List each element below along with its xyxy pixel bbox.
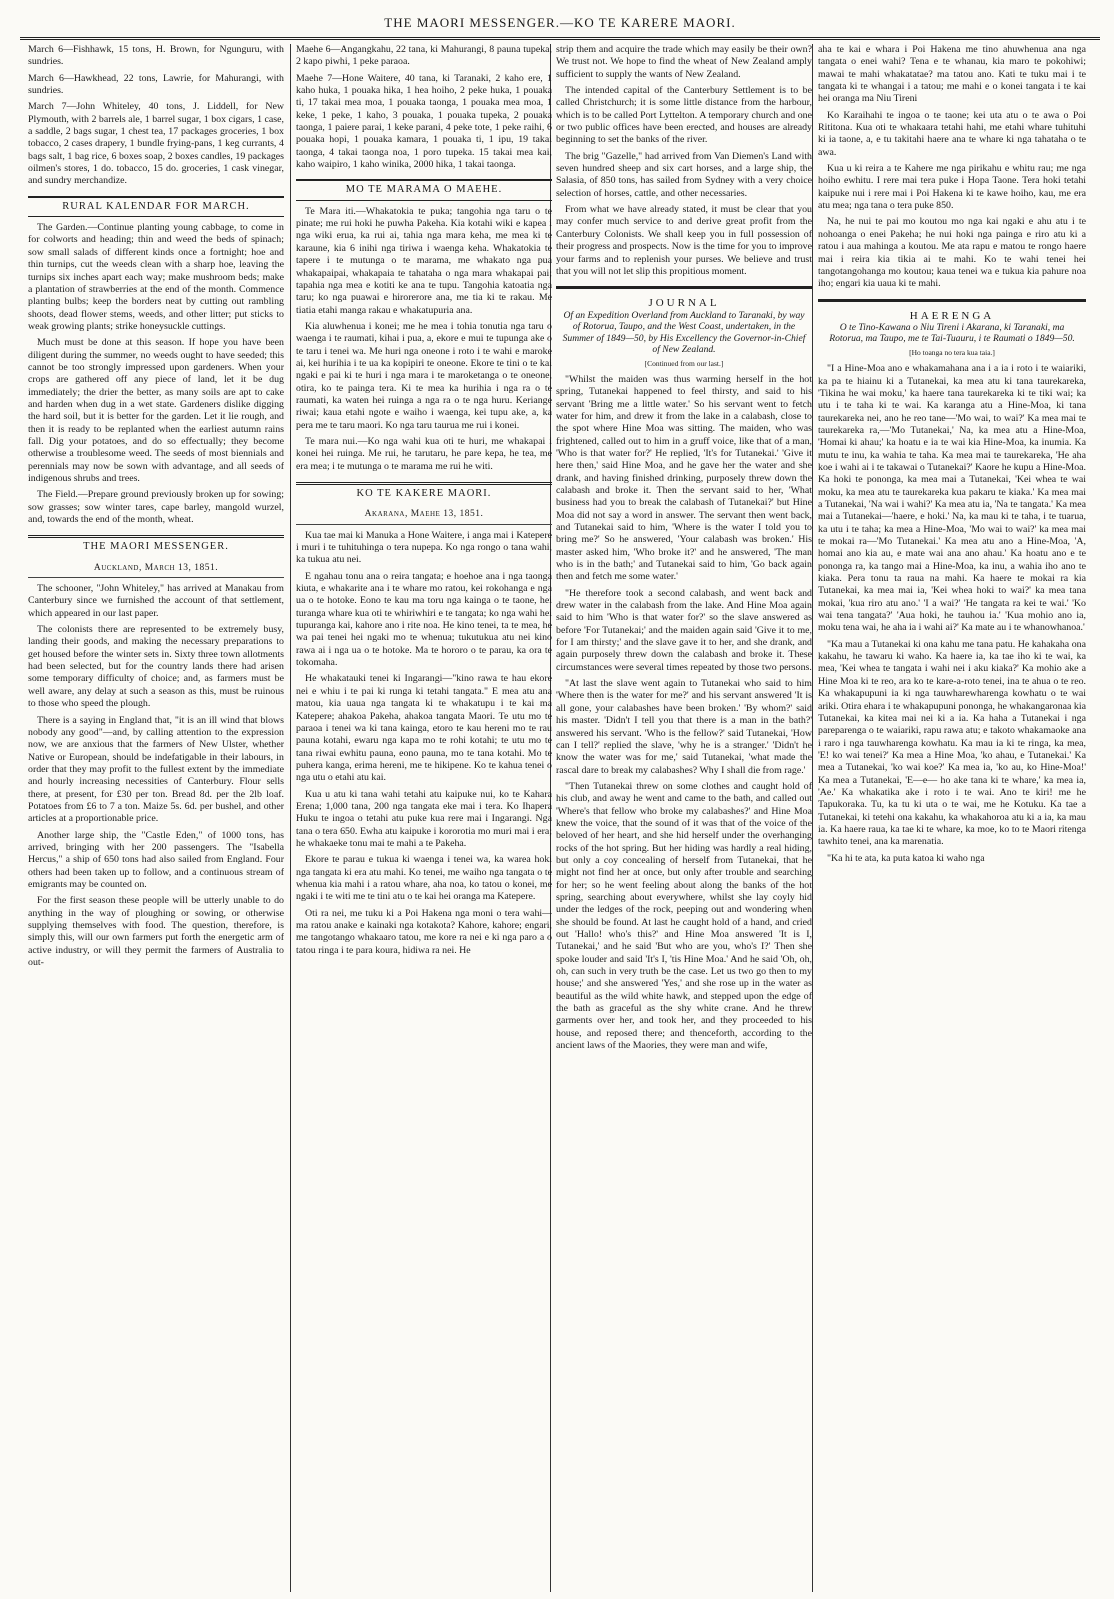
section-heading: RURAL KALENDAR FOR MARCH. — [28, 196, 284, 217]
paragraph: The Field.—Prepare ground previously broken up for sowing; sow grasses; sow winter tares, cape barley, mangold wurzel, and, towards the end of the month, wheat. — [28, 489, 284, 526]
section-divider — [818, 299, 1086, 302]
column-3 — [556, 44, 812, 1592]
column-rule — [812, 44, 813, 1592]
paragraph: Much must be done at this season. If hope you have been diligent during the summer, no weeds ought to have seeded; this cannot be too strongly impressed upon gardeners. When your crops are gathered off any piece of land, let it be dug immediately; the drier the better, as many soils are apt to cake and harden when dug in a wet state. Gardeners dislike digging the hard soil, but it is better for the garden. Let it lie rough, and then it is ready to be replanted when the earliest autumn rains fall. Dig your potatoes, and do so effectually; they become otherwise a troublesome weed. The seeds of most biennials and perennials may now be sown with advantage, and all seeds of indigenous shrubs and trees. — [28, 337, 284, 484]
paragraph: Kia aluwhenua i konei; me he mea i tohia tonutia nga taru o waenga i te raumati, kihai i pua, a, ekore e mui te tupunga ake o te taru i tenei wa. Me huri nga oneone i roto i te wahi e maroke ai, kei hurihia i te ua ka kopipiri te oneone. Ekore te tini o te kai ngaki e pai ki te huri i nga mara i te maroketanga o te oneone, otira, ko te painga tera. Ki te mea ka hurihia i nga ra o te raumati, ka waten hei ruinga a nga ra o te nga huru. Keriange riwai; kaua etahi ngote e waiho i waenga, kei tupu ake, a, ka pera me te taru maori. Ko nga taru taurua me rui i konei. — [296, 320, 552, 431]
paragraph: aha te kai e whara i Poi Hakena me tino ahuwhenua ana nga tangata o enei wahi? Tena e te whanau, kia maro te pokohiwi; mawai te mahi whakatatae? ma tatou ano. Kati te tuku mai i te tangata ki te whangai i a tatou; me mahi e o konei tangata i te kai hei oranga ma Niu Tireni — [818, 44, 1086, 105]
paragraph: The brig "Gazelle," had arrived from Van Diemen's Land with seven hundred sheep and six cart horses, and a large ship, the Salasia, of 850 tons, has sailed from Sydney with a very choice selection of horses, cattle, and other necessaries. — [556, 150, 812, 199]
paragraph: "Whilst the maiden was thus warming herself in the hot spring, Tutanekai happened to feel thirsty, and said to his servant 'Bring me a little water.' So his servant went to fetch water for him, and drew it from the lake in a calabash, close to the spot where Hine Moa was sitting. The maiden, who was frightened, called out to him in a gruff voice, like that of a man, 'Who is that water for?' He replied, 'It's for Tutanekai.' 'Give it here then,' said Hine Moa, and he gave her the water and she drank, and having finished drinking, purposely threw down the calabash and broke it. Then the servant said to her, 'What business had you to break the calabash of Tutanekai?' but Hine Moa did not say a word in answer. The servant then went back, and Tutanekai said to him, 'Where is the water I told you to bring me?' So he answered, 'Your calabash was broken.' His master asked him, 'Who broke it?' and he answered, 'The man who is in the bath;' and Tutanekai said to him, 'Go back again then and fetch me some water.' — [556, 373, 812, 583]
section-divider — [556, 286, 812, 289]
column-2 — [296, 44, 552, 1592]
paragraph: "Ka hi te ata, ka puta katoa ki waho nga — [827, 852, 985, 864]
masthead-title: THE MAORI MESSENGER.—KO TE KARERE MAORI. — [384, 15, 736, 30]
paragraph: "He therefore took a second calabash, and went back and drew water in the calabash from the lake. And Hine Moa again said to him 'Who is that water for?' so the slave answered as before 'For Tutanekai;' and the maiden again said 'Give it to me, for I am thirsty;' and the slave gave it to her, and she drank, and again purposely threw down the calabash and broke it. These circumstances were several times repeated by those two persons. — [556, 587, 812, 673]
paragraph: From what we have already stated, it must be clear that you may confer much service to and derive great profit from the Canterbury Colonists. We shall keep you in full possession of their progress and prospects. Now is the time for you to improve your farms and to replenish your purses. We believe and trust that you will not let slip this propitious moment. — [556, 204, 812, 277]
journal-heading: JOURNAL — [648, 297, 720, 310]
paragraph: Oti ra nei, me tuku ki a Poi Hakena nga moni o tera wahi—ma ratou anake e kainaki nga kotakota? Kahore, kahore; engari, me tangotango whakaaro tatou, me kore ra nei e ki nga paro a o tatou ringa i te para koura, hidiwa ra nei. He — [296, 907, 552, 956]
paragraph: Na, he nui te pai mo koutou mo nga kai ngaki e ahu atu i te nohoanga o enei Pakeha; he nui hoki nga painga e riro atu ki a ratou i aua mahinga a koutou. Me ata rapu e matou te rongo haere mai i reira kia tikia ai te mahi. Ko te wahi tenei hei tangotangohanga mo koutou; kaua tenei wa e tukua kia pahure noa iho; engari kia uaua ki te mahi. — [818, 216, 1086, 290]
paragraph: Ko Karaihahi te ingoa o te taone; kei uta atu o te awa o Poi Rititona. Kua oti te whakaara tetahi hahi, me etahi whare tuhituhi ki ia taone, a, e tu takitahi haere ana te whare ki nga tahataha o te awa. — [818, 109, 1086, 158]
column-4 — [818, 44, 1086, 1592]
dateline: Auckland, March 13, 1851. — [28, 562, 284, 578]
paragraph: Te Mara iti.—Whakatokia te puka; tangohia nga taru o te pinate; me rui hoki he puwha Pakeha. Kia kotahi wiki e kapea i nga wiki erua, ka rui ai, tahia nga mara keha, me mea ki te karaune, kia 6 inihi nga tiriwa i waenga keha. Whakatokia te tapere i te mutunga o te marama, me whakato nga pua whakapaipai, whakapaia te tahataha o nga mara whakapai pai; tapahia nga mea e kotiti ke ana te tupu. Tangohia katoatia nga taru; ko nga puawai e hirorerore ana, me tia ki te rakau. Me tiatia etahi manga rakau e whakatupuria ana. — [296, 205, 552, 316]
paragraph: The colonists there are represented to be extremely busy, landing their goods, and making the necessary preparations to get housed before the winter sets in. Sixty three town allotments had been selected, but for the country lands there had arisen some temporary difficulty of choice; and, as farmers must be well aware, any delay at such a season as this, must be ruinous to those who speed the plough. — [28, 624, 284, 710]
paragraph: Te mara nui.—Ko nga wahi kua oti te huri, me whakapai i konei hei ruinga. Me rui, he tarutaru, he pare kepa, he tea, me era mea; i te mutunga o te marama me rui he witi. — [296, 435, 552, 472]
paragraph: Ekore te parau e tukua ki waenga i tenei wa, ka warea hoki nga tangata ki era atu mahi. Ko tenei, me waiho nga tangata o te whenua kia mahi i a ratou whare, aha noa, ko tatou o konei, me ngaki i te witi me te tini atu o te kai hei oranga ma Katepere. — [296, 854, 552, 903]
shipping-entry: Maehe 6—Angangkahu, 22 tana, ki Mahurangi, 8 pauna tupeka, 2 kapo piwhi, 1 peke paraoa. — [296, 44, 552, 68]
paragraph: strip them and acquire the trade which may easily be their own? We trust not. We hope to find the wheat of New Zealand amply sufficient to supply the wants of New Zealand. — [556, 44, 812, 80]
paragraph: Kua tae mai ki Manuka a Hone Waitere, i anga mai i Katepere i muri i te tuhituhinga o tera nupepa. Ko nga rongo o tana wahi, ka tukua atu nei. — [296, 529, 552, 566]
paragraph: He whakatauki tenei ki Ingarangi—"kino rawa te hau ekore nei e whiu i te pai ki runga ki tetahi tangata." E mea atu ana matou, kia uaua nga tangata ki te whakatupu i te kai ma Katepere; ahakoa Pakeha, ahakoa tangata Maori. Te utu mo te paraoa i tenei wa ki tana kainga, etoro te kau hereni mo te rau pauna kotahi, ewaru nga kapa mo te rohi kotahi; te utu mo te tana riwai ewhitu pauna, eono pauna, mo te tana kotahi. Mo te puhera kanga, erima hereni, me te hikipene. Ko te kahua tenei o nga utu o etahi atu kai. — [296, 673, 552, 784]
section-heading: KO TE KAKERE MAORI. — [296, 482, 552, 503]
paragraph: The intended capital of the Canterbury Settlement is to be called Christchurch; it is some little distance from the harbour, which is to be called Port Lyttelton. A temporary church and one or two public offices have been erected, and houses are already beginning to set the banks of the river. — [556, 85, 812, 146]
paragraph: For the first season these people will be utterly unable to do anything in the way of ploughing or sowing, or otherwise supplying themselves with food. The question, therefore, is simply this, will our own farmers put forth the energetic arm of active industry, or will they permit the farmers of Australia to out- — [28, 895, 284, 969]
paragraph: "Ka mau a Tutanekai ki ona kahu me tana patu. He kahakaha ona kakahu, he tawaru ki waho. Ka haere ia, ka tae iho ki te wai, ka mea, 'Kei whea te tangata i wahi nei i aku kiaka?' Ka mohio ake a Hine Moa ki te reo, ara ko te kare-a-roto tenei, ina te ahua o te reo. Ka whakapupuni ia ki nga tauwharewharenga kowhatu o te wai ariki. Otira ehara i te whakapupuni pononga, he whakangaronaa kia Tutanekai, ka kitea mai nei ki a ia. Ka haha a Tutanekai i nga pareparenga o te waiariki, rapu rawa atu; e takoto whakamaoke ana i raro i nga tauwharenga kowhatu. Ka mau ia ki te ringa, ka mea, 'E! ko wai tenei?' Ka mea a Hine Moa, 'ko ahau, e Tutanekai.' Ka mea a Tutanekai, 'ko wai koe?' Ka mea ia, 'ko au, ko Hine-Moa!' Ka mea a Tutanekai, 'E—e— ho ake tana ki te whare,' ka mea ia, 'Ae.' Ka whakatika ake i roto i te wai. Ano te kiri! me he Tapukoraka. Tu, ka tu ki uta o te wai, me he Kotuku. Ka tae a Tutanekai, ki tetehi ona kakahu, ka whakahoroa atu ki a ia, ka mau ia. Ka haere raua, ka tae ki te whare, ka moe, ko to te Maori ritenga tawhito tenei, ana ka marenatia. — [818, 638, 1086, 848]
haerenga-heading: HAERENGA — [909, 309, 995, 322]
section-heading: MO TE MARAMA O MAEHE. — [296, 179, 552, 200]
haerenga-caption: O te Tino-Kawana o Niu Tireni i Akarana, ki Taranaki, ma Rotorua, ma Taupo, me te Tai-Tuauru, i te Raumati o 1849—50. — [829, 321, 1075, 345]
shipping-entry: March 6—Fishhawk, 15 tons, H. Brown, for Ngunguru, with sundries. — [28, 44, 284, 68]
continued-note: [Ho toanga no tera kua taia.] — [909, 347, 995, 357]
paragraph: Kua u ki reira a te Kahere me nga pirikahu e whitu rau; me nga hoiho ewhitu. I rere mai tera puke i Hopa Taone. Tera hoki tetahi kaipuke nui i rere mai i Poi Hakena ki te kawe hoiho, kau, me era atu mea; nga tana o tera puke 850. — [818, 163, 1086, 212]
section-heading: THE MAORI MESSENGER. — [28, 535, 284, 556]
paragraph: "Then Tutanekai threw on some clothes and caught hold of his club, and away he went and came to the bath, and called out 'Where's that fellow who broke my calabashes?' and Hine Moa knew the voice, that the sound of it was that of the voice of the beloved of her heart, and she hid herself under the overhanging rocks of the hot spring. But her hiding was hardly a real hiding, but only a coy concealing of herself from Tutanekai, that he might not find her at once, but only after trouble and searching for her; so he went feeling about along the banks of the hot spring, searching about everywhere, whilst she lay coyly hid under the ledges of the rock, peeping out and wondering when she should be found. At last he caught hold of a hand, and cried out 'Hallo! who's this?' and Hine Moa answered 'It is I, Tutanekai,' and he said 'But who are you, who's I?' Then she spoke louder and said 'It's I, 'tis Hine Moa.' And he said 'Oh, oh, oh, can such in very truth be the case. Let us two go then to my house;' and she answered 'Yes,' and she rose up in the water as beautiful as the wild white hawk, and stepped upon the edge of the bath as graceful as the shy white crane. And he threw garments over her, and took her, and they proceeded to his house, and reposed there; and thenceforth, according to the ancient laws of the Maories, they were man and wife, — [556, 780, 812, 1052]
paragraph: "At last the slave went again to Tutanekai who said to him 'Where then is the water for me?' and his servant answered 'It is all gone, your calabashes have been broken.' 'By whom?' said his master. 'Didn't I tell you that there is a man in the bath?' answered his servant. 'Who is the fellow?' said Tutanekai, 'How can I tell?' replied the slave, 'why he is a stranger.' 'Didn't he know the water was for me,' said Tutanekai, 'what made the rascal dare to break my calabashes? Why I shall die from rage.' — [556, 678, 812, 776]
paragraph: Another large ship, the "Castle Eden," of 1000 tons, has arrived, bringing with her 200 passengers. The "Isabella Hercus," a ship of 650 tons had also sailed from England. Four others had been taken up to follow, and a continuous stream of emigrants may be counted on. — [28, 829, 284, 890]
paragraph: The Garden.—Continue planting young cabbage, to come in for colworts and heading; thin and weed the beds of spinach; sow small salads of different kinds once a fortnight; hoe and thin turnips, cut the weeds clean with a sharp hoe, leaving the turnips six inches apart each way; make mushroom beds; make a plantation of strawberries at the end of the month. Commence planting bulbs; keep the borders neat by cutting out rambling shoots, dead flower stems, weeds, and other litter; put sticks to weak growing plants; strike honeysuckle cuttings. — [28, 222, 284, 332]
journal-caption: Of an Expedition Overland from Auckland to Taranaki, by way of Rotorua, Taupo, and the West Coast, undertaken, in the Summer of 1849—50, by His Excellency the Governor-in-Chief of New Zealand. — [562, 309, 806, 356]
shipping-entry: Maehe 7—Hone Waitere, 40 tana, ki Taranaki, 2 kaho ere, 1 kaho huka, 1 pouaka hika, 1 hea hoiho, 2 peke huka, 1 pouaka ti, 17 takai mea moa, 1 pouaka taonga, 1 pouaka mea moa, 1 keke, 1 peke, 1 kaho, 3 pouaka, 1 pouaka tupeka, 2 pouaka taonga, 1 paiere parai, 1 keke parani, 4 peke tote, 1 peke raihi, 6 pouaka hopi, 1 pouaka kamara, 1 pouaka ti, 1 ipu, 19 takai taonga, 4 takai taonga noa, 1 poro tupeka. 15 takai mea kai, kaho waipiro, 1 kaho winika, 2000 hika, 1 takai taonga. — [296, 72, 552, 171]
paragraph: The schooner, "John Whiteley," has arrived at Manakau from Canterbury since we furnished the account of that settlement, which appeared in our last paper. — [28, 583, 284, 619]
shipping-entry: March 6—Hawkhead, 22 tons, Lawrie, for Mahurangi, with sundries. — [28, 72, 284, 97]
paragraph: E ngahau tonu ana o reira tangata; e hoehoe ana i nga taonga kiuta, e whakarite ana i te whare mo ratou, kei rokohanga e nga ua o te hotoke. Eono te kau ma toru nga kainga o te taone, hei turanga whare kua oti te whiriwhiri e te tangata; ko nga wahi hei tupuranga kai, kahore ano i rite noa. He kino tenei, ta te mea, he wa pai tenei hei ngaki mo te whenua; tukutukua atu nei kino rawa ai i nga ua o te hotoke. Ma te hororo o te parau, ka ora te tokomaha. — [296, 570, 552, 669]
shipping-entry: March 7—John Whiteley, 40 tons, J. Liddell, for New Plymouth, with 2 barrels ale, 1 barrel sugar, 1 box cigars, 1 case, a saddle, 2 bags sugar, 1 chest tea, 17 packages groceries, 1 box tobacco, 2 cases drapery, 1 bundle frying-pans, 1 keg currants, 4 bags salt, 1 bag rice, 6 boxes soap, 2 boxes candles, 19 packages oilmen's stores, 1 do. tobacco, 15 do. groceries, 1 cask vinegar, and sundry merchandize. — [28, 101, 284, 187]
paragraph: "I a Hine-Moa ano e whakamahana ana i a ia i roto i te waiariki, ka pa te hiainu ki a Tutanekai, ka mea atu ki tana taurekareka, 'Tikina he wai moku,' ka haere tana taurekareka ki te tiki wai; ka utu i te taha ki te wai. Ka karanga atu a Hine-Moa, ki tana taurekareka nei, ano he reo tane—'Mo wai, to wai?' Ka mea mai te taurekareka ra,—'Mo Tutanekai,' Na, ka mea atu a Hine-Moa, 'Homai ki ahau;' ka hoatu e ia te wai kia Hine-Moa, ka inumia. Ka mutu te inu, ka wahia te taha. Ka mea mai te taurekareka, 'He aha koe i wahi ai i te takawai o Tutanekai?' Kaore he kupu a Hine-Moa. Ka hoki te pononga, ka mea mai a Tutanekai, 'Kei whea te wai moku, ka mea atu te taurekareka kua pakaru te kiaka.' Ka mea mai a Tutanekai, 'Na wai i wahi?' Ka mea atu ia, 'Na te tangata.' Ka mea mai a Tutanekai—'haere, e hoki.' Na, ka mau ki te taha, i te tuarua, ka utu i te taha; ka mea a Hine-Moa, 'Mo wai to wai?' ka mea mai te mokai ra—'Mo Tutanekai.' Ka mea atu ano a Hine-Moa, 'A, homai ano kia au, e mate wai ana ano ahau.' Ka hoatu ano e te pononga ra, ka tango mai a Hine-Moa, ka inu, a wahia iho ano te kiaka. Pera tonu ta raua na mahi. Ka haere te mokai ra kia Tutanekai, ka mea mai ia, 'Kei whea hoki to wai?' ka mea tana mokai, 'kua riro atu ano.' 'I a wai?' 'He tangata ra kei te wai.' 'Ko wai tena tangata?' 'Aua hoki, he tauhou ia.' 'Kua mohio ano ia, moku tena wai, he aha ia i wahi ai?' Ka mate au i te whanowhanoa.' — [818, 363, 1086, 634]
dateline: Akarana, Maehe 13, 1851. — [296, 508, 552, 524]
paragraph: Kua u atu ki tana wahi tetahi atu kaipuke nui, ko te Kahara Erena; 1,000 tana, 200 nga tangata eke mai i tera. Ko Ihapera Huku te ingoa o tetahi atu puke kua rere mai i Ingarangi. Nga tana o tera 650. Ewha atu kaipuke i kororotia mo muri mai i era; he whakaeke tonu mai te mahi a te Pakeha. — [296, 788, 552, 849]
continued-note: [Continued from our last.] — [644, 358, 724, 368]
masthead — [20, 8, 1100, 40]
paragraph: There is a saying in England that, "it is an ill wind that blows nobody any good"—and, by calling attention to the expression now, we are anxious that the farmers of New Ulster, whether Native or European, should be indefatigable in their labours, in order that they may profit to the fullest extent by the immediate and hourly increasing necessities of Canterbury. Flour sells there, at present, for £30 per ton. Bread 8d. per the 2lb loaf. Potatoes from £6 to 7 a ton. Maize 5s. 6d. per bushel, and other articles at a proportionable price. — [28, 714, 284, 825]
column-1 — [28, 44, 284, 1592]
column-rule — [290, 44, 291, 1592]
